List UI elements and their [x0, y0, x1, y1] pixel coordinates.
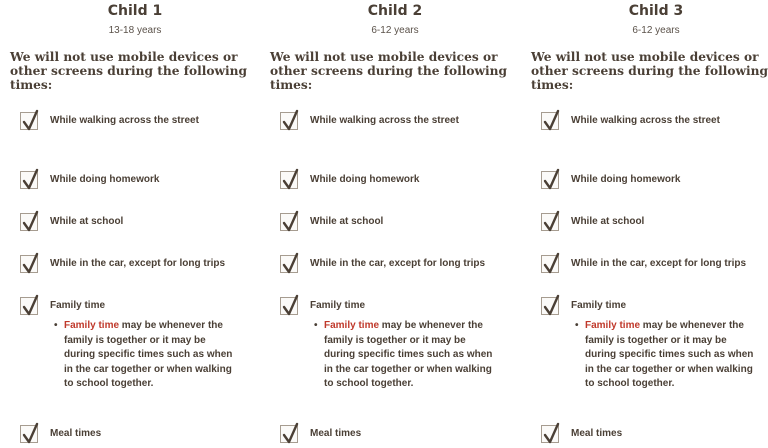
family-time-highlight: Family time: [64, 320, 120, 331]
family-time-note: [575, 319, 760, 392]
item-label: Meal times: [310, 428, 362, 439]
item-label: While in the car, except for long trips: [310, 258, 486, 269]
checkbox-car[interactable]: [20, 255, 38, 273]
checkbox-family-time[interactable]: [280, 297, 298, 315]
item-label: While walking across the street: [50, 115, 199, 126]
checkmark-icon: [282, 210, 300, 232]
item-label: While in the car, except for long trips: [571, 258, 747, 269]
child-title: Child 1: [107, 3, 163, 19]
item-label: Meal times: [50, 428, 102, 439]
family-time-text: may be whenever the family is together or it may be during specific times such as when in the car together or when walking to school together.: [585, 320, 754, 389]
checkbox-homework[interactable]: [541, 171, 559, 189]
checkbox-walking[interactable]: [280, 112, 298, 130]
checkmark-icon: [22, 422, 40, 444]
checkbox-meal-times[interactable]: [280, 425, 298, 443]
checkbox-car[interactable]: [280, 255, 298, 273]
checkmark-icon: [22, 210, 40, 232]
checkbox-walking[interactable]: [20, 112, 38, 130]
item-label: While doing homework: [50, 174, 160, 185]
item-label: While in the car, except for long trips: [50, 258, 226, 269]
item-label: Family time: [571, 300, 627, 311]
family-time-note: [314, 319, 499, 392]
item-label: While walking across the street: [310, 115, 459, 126]
section-heading: We will not use mobile devices or other screens during the following times:: [10, 50, 248, 92]
bullet-icon: •: [314, 320, 318, 331]
checkbox-school[interactable]: [20, 213, 38, 231]
item-label: While doing homework: [571, 174, 681, 185]
checkmark-icon: [282, 422, 300, 444]
family-time-text: may be whenever the family is together or it may be during specific times such as when in the car together or when walking to school together.: [324, 320, 493, 389]
checkbox-walking[interactable]: [541, 112, 559, 130]
child-age: 6-12 years: [632, 25, 680, 36]
item-label: While doing homework: [310, 174, 420, 185]
checkmark-icon: [282, 294, 300, 316]
checkmark-icon: [22, 109, 40, 131]
checkmark-icon: [543, 168, 561, 190]
checkbox-family-time[interactable]: [541, 297, 559, 315]
checkbox-homework[interactable]: [280, 171, 298, 189]
checkmark-icon: [22, 168, 40, 190]
item-label: While at school: [571, 216, 645, 227]
item-label: Meal times: [571, 428, 623, 439]
item-label: Family time: [310, 300, 366, 311]
family-time-highlight: Family time: [324, 320, 380, 331]
checkmark-icon: [282, 109, 300, 131]
checkbox-homework[interactable]: [20, 171, 38, 189]
checkmark-icon: [543, 210, 561, 232]
checkmark-icon: [22, 252, 40, 274]
child-title: Child 3: [628, 3, 684, 19]
checkbox-meal-times[interactable]: [20, 425, 38, 443]
child-age: 13-18 years: [108, 25, 162, 36]
checkmark-icon: [543, 252, 561, 274]
item-label: Family time: [50, 300, 106, 311]
checkbox-meal-times[interactable]: [541, 425, 559, 443]
item-label: While walking across the street: [571, 115, 720, 126]
checkbox-car[interactable]: [541, 255, 559, 273]
bullet-icon: •: [54, 320, 58, 331]
checkmark-icon: [282, 252, 300, 274]
checkmark-icon: [543, 294, 561, 316]
family-time-text: may be whenever the family is together or it may be during specific times such as when in the car together or when walking to school together.: [64, 320, 233, 389]
family-time-note: [54, 319, 239, 392]
checkmark-icon: [543, 422, 561, 444]
checkmark-icon: [543, 109, 561, 131]
bullet-icon: •: [575, 320, 579, 331]
child-title: Child 2: [367, 3, 423, 19]
child-age: 6-12 years: [371, 25, 419, 36]
item-label: While at school: [50, 216, 124, 227]
family-time-highlight: Family time: [585, 320, 641, 331]
item-label: While at school: [310, 216, 384, 227]
checkmark-icon: [282, 168, 300, 190]
checkmark-icon: [22, 294, 40, 316]
checkbox-school[interactable]: [280, 213, 298, 231]
checkbox-family-time[interactable]: [20, 297, 38, 315]
section-heading: We will not use mobile devices or other screens during the following times:: [531, 50, 768, 92]
section-heading: We will not use mobile devices or other screens during the following times:: [270, 50, 508, 92]
checkbox-school[interactable]: [541, 213, 559, 231]
